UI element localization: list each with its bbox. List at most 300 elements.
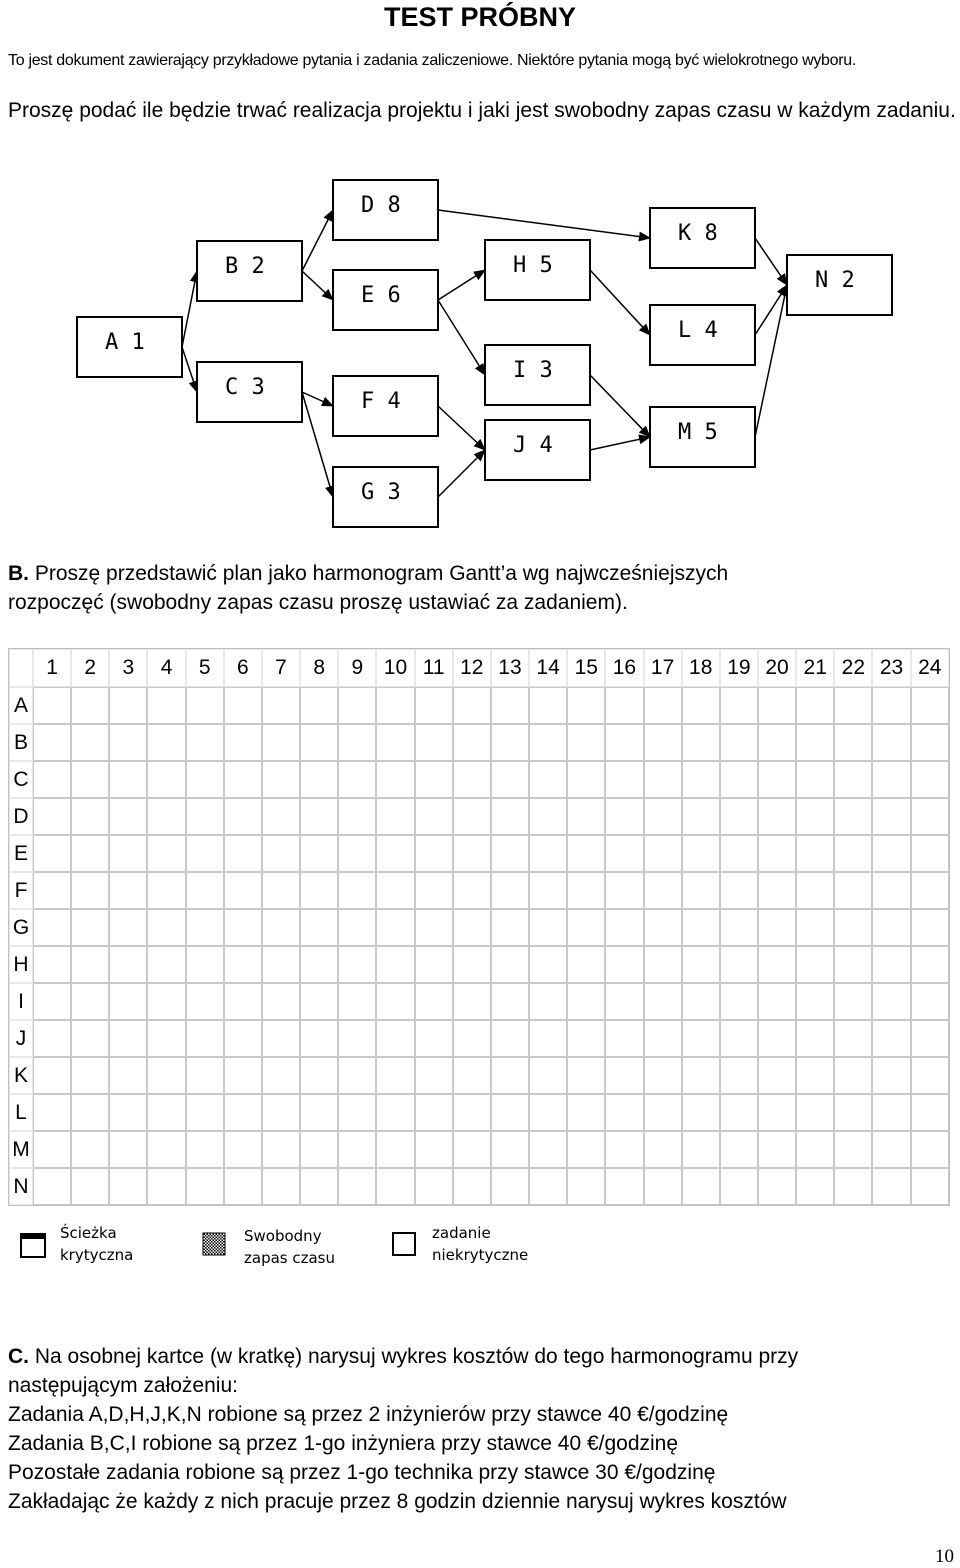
gantt-cell	[224, 835, 262, 872]
gantt-cell	[300, 1057, 338, 1094]
gantt-cell	[567, 687, 605, 724]
gantt-cell	[300, 1168, 338, 1205]
legend-label-line1: Swobodny	[244, 1227, 322, 1245]
gantt-cell	[644, 761, 682, 798]
gantt-cell	[33, 798, 71, 835]
gantt-cell	[567, 983, 605, 1020]
gantt-cell	[415, 724, 453, 761]
gantt-cell	[33, 946, 71, 983]
gantt-cell	[491, 724, 529, 761]
gantt-cell	[644, 1168, 682, 1205]
arrow-m-n	[755, 285, 787, 437]
gantt-cell	[186, 835, 224, 872]
gantt-cell	[720, 1020, 758, 1057]
gantt-column-header: 13	[491, 649, 529, 687]
arrow-c-f	[302, 392, 333, 406]
gantt-cell	[147, 687, 185, 724]
gantt-row-label: J	[9, 1020, 33, 1057]
gantt-cell	[71, 1131, 109, 1168]
gantt-cell	[720, 872, 758, 909]
gantt-cell	[529, 687, 567, 724]
gantt-cell	[605, 835, 643, 872]
gantt-cell	[376, 909, 414, 946]
gantt-cell	[415, 1057, 453, 1094]
gantt-cell	[682, 1094, 720, 1131]
gantt-cell	[491, 1057, 529, 1094]
task-node-label: A 1	[105, 330, 145, 355]
gantt-cell	[33, 1131, 71, 1168]
gantt-cell	[453, 1131, 491, 1168]
task-node-label: H 5	[513, 253, 553, 278]
gantt-cell	[262, 1057, 300, 1094]
gantt-cell	[262, 872, 300, 909]
gantt-cell	[338, 983, 376, 1020]
gantt-cell	[186, 1020, 224, 1057]
gantt-cell	[415, 1020, 453, 1057]
gantt-cell	[491, 687, 529, 724]
gantt-cell	[682, 1020, 720, 1057]
gantt-cell	[453, 909, 491, 946]
gantt-cell	[911, 909, 949, 946]
arrow-b-d	[302, 210, 333, 271]
gantt-cell	[834, 798, 872, 835]
question-c-line2: następującym założeniu:	[8, 1374, 238, 1397]
gantt-cell	[720, 761, 758, 798]
task-node-d	[333, 180, 438, 240]
gantt-row	[9, 724, 949, 761]
gantt-cell	[644, 872, 682, 909]
gantt-cell	[262, 1094, 300, 1131]
gantt-cell	[720, 724, 758, 761]
gantt-cell	[644, 1020, 682, 1057]
gantt-cell	[834, 835, 872, 872]
gantt-cell	[376, 687, 414, 724]
question-c-text	[8, 1342, 958, 1516]
gantt-column-header: 12	[453, 649, 491, 687]
gantt-cell	[109, 1057, 147, 1094]
task-node-e	[333, 270, 438, 330]
task-node-label: N 2	[815, 268, 855, 293]
gantt-cell	[911, 1020, 949, 1057]
gantt-column-header: 20	[758, 649, 796, 687]
question-c-line1: Na osobnej kartce (w kratkę) narysuj wykres kosztów do tego harmonogramu przy	[34, 1345, 799, 1368]
gantt-cell	[796, 1168, 834, 1205]
gantt-cell	[644, 1094, 682, 1131]
arrow-g-j	[438, 450, 485, 497]
arrow-d-k	[438, 210, 650, 238]
gantt-row-label: L	[9, 1094, 33, 1131]
gantt-cell	[491, 983, 529, 1020]
gantt-cell	[682, 872, 720, 909]
gantt-cell	[911, 835, 949, 872]
gantt-cell	[911, 983, 949, 1020]
task-node-label: J 4	[513, 433, 553, 458]
gantt-cell	[453, 761, 491, 798]
gantt-cell	[834, 1168, 872, 1205]
gantt-cell	[453, 798, 491, 835]
gantt-cell	[186, 798, 224, 835]
gantt-row-label: I	[9, 983, 33, 1020]
gantt-cell	[300, 798, 338, 835]
network-diagram	[0, 170, 960, 535]
gantt-cell	[796, 1094, 834, 1131]
gantt-cell	[300, 724, 338, 761]
gantt-cell	[453, 835, 491, 872]
gantt-cell	[605, 909, 643, 946]
gantt-cell	[33, 724, 71, 761]
gantt-cell	[491, 909, 529, 946]
gantt-cell	[796, 1020, 834, 1057]
gantt-cell	[796, 835, 834, 872]
gantt-row	[9, 983, 949, 1020]
gantt-row-label: F	[9, 872, 33, 909]
gantt-cell	[605, 724, 643, 761]
gantt-cell	[567, 909, 605, 946]
gantt-cell	[834, 687, 872, 724]
gantt-cell	[109, 1131, 147, 1168]
gantt-cell	[262, 909, 300, 946]
gantt-cell	[872, 872, 910, 909]
gantt-cell	[338, 724, 376, 761]
task-node-a	[77, 317, 182, 377]
gantt-cell	[605, 1094, 643, 1131]
gantt-cell	[605, 1057, 643, 1094]
gantt-cell	[71, 835, 109, 872]
task-node-f	[333, 376, 438, 436]
gantt-cell	[453, 1020, 491, 1057]
gantt-column-header: 19	[720, 649, 758, 687]
gantt-cell	[147, 872, 185, 909]
gantt-cell	[300, 835, 338, 872]
gantt-column-header: 11	[415, 649, 453, 687]
gantt-cell	[567, 1131, 605, 1168]
gantt-column-header: 8	[300, 649, 338, 687]
gantt-cell	[720, 687, 758, 724]
gantt-cell	[605, 983, 643, 1020]
gantt-column-header: 9	[338, 649, 376, 687]
gantt-row	[9, 909, 949, 946]
page-number: 10	[935, 1546, 954, 1567]
gantt-cell	[911, 687, 949, 724]
task-node-label: I 3	[513, 358, 553, 383]
gantt-cell	[33, 1057, 71, 1094]
gantt-row	[9, 1131, 949, 1168]
gantt-cell	[605, 1131, 643, 1168]
arrow-j-m	[590, 437, 650, 450]
gantt-cell	[262, 798, 300, 835]
gantt-column-header: 1	[33, 649, 71, 687]
gantt-cell	[911, 1057, 949, 1094]
gantt-cell	[796, 872, 834, 909]
gantt-column-header: 6	[224, 649, 262, 687]
task-node-label: D 8	[361, 193, 401, 218]
gantt-cell	[300, 946, 338, 983]
gantt-row-label: B	[9, 724, 33, 761]
gantt-cell	[644, 983, 682, 1020]
gantt-cell	[644, 724, 682, 761]
gantt-cell	[796, 983, 834, 1020]
task-node-b	[197, 241, 302, 301]
gantt-cell	[262, 983, 300, 1020]
gantt-cell	[186, 1057, 224, 1094]
gantt-cell	[224, 761, 262, 798]
gantt-cell	[872, 1131, 910, 1168]
gantt-row-label: E	[9, 835, 33, 872]
gantt-cell	[33, 872, 71, 909]
gantt-row	[9, 1094, 949, 1131]
gantt-cell	[376, 872, 414, 909]
gantt-cell	[491, 1020, 529, 1057]
gantt-cell	[71, 724, 109, 761]
gantt-cell	[415, 872, 453, 909]
gantt-row	[9, 1168, 949, 1205]
gantt-cell	[300, 909, 338, 946]
gantt-cell	[186, 1168, 224, 1205]
gantt-cell	[758, 724, 796, 761]
gantt-cell	[491, 1168, 529, 1205]
gantt-cell	[529, 983, 567, 1020]
gantt-cell	[720, 1131, 758, 1168]
gantt-corner-cell	[9, 649, 33, 687]
gantt-cell	[300, 761, 338, 798]
gantt-cell	[71, 872, 109, 909]
gantt-cell	[109, 872, 147, 909]
gantt-cell	[147, 1057, 185, 1094]
gantt-cell	[147, 1131, 185, 1168]
gantt-row	[9, 687, 949, 724]
gantt-cell	[109, 1094, 147, 1131]
gantt-cell	[147, 798, 185, 835]
gantt-cell	[109, 946, 147, 983]
gantt-cell	[682, 1168, 720, 1205]
gantt-cell	[644, 1057, 682, 1094]
gantt-cell	[758, 872, 796, 909]
gantt-cell	[109, 1168, 147, 1205]
gantt-cell	[109, 724, 147, 761]
question-c-line5: Pozostałe zadania robione są przez 1-go technika przy stawce 30 €/godzinę	[8, 1461, 716, 1484]
gantt-cell	[147, 909, 185, 946]
gantt-cell	[682, 1057, 720, 1094]
gantt-column-header: 16	[605, 649, 643, 687]
gantt-cell	[529, 1020, 567, 1057]
gantt-cell	[605, 687, 643, 724]
gantt-cell	[186, 946, 224, 983]
gantt-cell	[71, 1168, 109, 1205]
gantt-cell	[644, 687, 682, 724]
gantt-cell	[834, 1020, 872, 1057]
gantt-cell	[338, 946, 376, 983]
gantt-cell	[224, 983, 262, 1020]
gantt-cell	[71, 909, 109, 946]
gantt-cell	[491, 872, 529, 909]
gantt-column-header: 21	[796, 649, 834, 687]
gantt-cell	[758, 1057, 796, 1094]
gantt-cell	[147, 946, 185, 983]
gantt-cell	[529, 1094, 567, 1131]
gantt-cell	[186, 1131, 224, 1168]
gantt-cell	[758, 835, 796, 872]
task-node-k	[650, 208, 755, 268]
gantt-cell	[567, 946, 605, 983]
gantt-cell	[834, 983, 872, 1020]
gantt-column-header: 24	[911, 649, 949, 687]
gantt-row-label: C	[9, 761, 33, 798]
gantt-cell	[186, 724, 224, 761]
gantt-cell	[376, 761, 414, 798]
gantt-cell	[186, 909, 224, 946]
arrow-h-l	[590, 270, 650, 335]
arrow-a-b	[182, 271, 197, 347]
gantt-cell	[147, 835, 185, 872]
gantt-cell	[567, 872, 605, 909]
gantt-cell	[491, 798, 529, 835]
gantt-cell	[338, 798, 376, 835]
gantt-cell	[262, 946, 300, 983]
arrow-e-i	[438, 300, 485, 375]
task-node-label: B 2	[225, 254, 265, 279]
gantt-row-label: K	[9, 1057, 33, 1094]
gantt-cell	[758, 983, 796, 1020]
gantt-row	[9, 872, 949, 909]
gantt-cell	[224, 798, 262, 835]
gantt-cell	[338, 1131, 376, 1168]
question-c-line4: Zadania B,C,I robione są przez 1-go inżyniera przy stawce 40 €/godzinę	[8, 1432, 679, 1455]
arrow-a-c	[182, 347, 197, 392]
gantt-cell	[453, 1168, 491, 1205]
gantt-cell	[872, 1168, 910, 1205]
gantt-cell	[911, 1131, 949, 1168]
gantt-cell	[644, 798, 682, 835]
gantt-cell	[720, 1094, 758, 1131]
question-b-line1: Proszę przedstawić plan jako harmonogram Gantt’a wg najwcześniejszych	[34, 562, 729, 585]
gantt-column-header: 22	[834, 649, 872, 687]
gantt-cell	[605, 872, 643, 909]
gantt-cell	[338, 687, 376, 724]
gantt-cell	[872, 909, 910, 946]
gantt-cell	[453, 983, 491, 1020]
gantt-cell	[529, 1168, 567, 1205]
gantt-cell	[491, 835, 529, 872]
gantt-cell	[644, 909, 682, 946]
arrow-i-m	[590, 375, 650, 437]
gantt-cell	[376, 983, 414, 1020]
gantt-cell	[796, 1057, 834, 1094]
gantt-cell	[644, 946, 682, 983]
gantt-cell	[529, 761, 567, 798]
gantt-cell	[834, 1057, 872, 1094]
question-b-line2: rozpoczęć (swobodny zapas czasu proszę ustawiać za zadaniem).	[8, 591, 628, 614]
gantt-cell	[720, 835, 758, 872]
gantt-cell	[415, 835, 453, 872]
gantt-row	[9, 946, 949, 983]
gantt-cell	[682, 761, 720, 798]
task-node-l	[650, 305, 755, 365]
gantt-cell	[71, 1020, 109, 1057]
gantt-cell	[796, 761, 834, 798]
task-node-g	[333, 467, 438, 527]
gantt-cell	[872, 724, 910, 761]
gantt-cell	[186, 983, 224, 1020]
gantt-cell	[262, 687, 300, 724]
gantt-cell	[605, 761, 643, 798]
gantt-cell	[567, 724, 605, 761]
gantt-cell	[453, 687, 491, 724]
non-critical-task-icon	[392, 1232, 418, 1258]
legend-label-line1: zadanie	[432, 1224, 491, 1242]
gantt-cell	[147, 724, 185, 761]
gantt-cell	[644, 1131, 682, 1168]
gantt-cell	[758, 761, 796, 798]
gantt-cell	[415, 687, 453, 724]
gantt-cell	[33, 1094, 71, 1131]
gantt-cell	[33, 687, 71, 724]
gantt-cell	[453, 1057, 491, 1094]
gantt-cell	[911, 1094, 949, 1131]
gantt-cell	[682, 798, 720, 835]
gantt-cell	[224, 1131, 262, 1168]
gantt-cell	[834, 909, 872, 946]
gantt-cell	[33, 761, 71, 798]
gantt-column-header: 23	[872, 649, 910, 687]
gantt-cell	[682, 835, 720, 872]
gantt-row	[9, 835, 949, 872]
gantt-cell	[33, 909, 71, 946]
gantt-cell	[224, 946, 262, 983]
gantt-cell	[796, 687, 834, 724]
gantt-cell	[33, 835, 71, 872]
gantt-cell	[834, 1131, 872, 1168]
gantt-cell	[376, 1131, 414, 1168]
gantt-row-label: N	[9, 1168, 33, 1205]
gantt-cell	[834, 872, 872, 909]
gantt-row-label: G	[9, 909, 33, 946]
gantt-cell	[453, 1094, 491, 1131]
task-node-label: G 3	[361, 480, 401, 505]
gantt-cell	[33, 1020, 71, 1057]
gantt-cell	[224, 1020, 262, 1057]
gantt-cell	[71, 983, 109, 1020]
arrow-f-j	[438, 406, 485, 450]
gantt-cell	[834, 724, 872, 761]
gantt-cell	[186, 687, 224, 724]
gantt-cell	[911, 724, 949, 761]
gantt-cell	[186, 872, 224, 909]
gantt-cell	[453, 946, 491, 983]
gantt-cell	[911, 1168, 949, 1205]
gantt-row-label: M	[9, 1131, 33, 1168]
task-node-label: C 3	[225, 375, 265, 400]
gantt-cell	[720, 1057, 758, 1094]
question-c-line3: Zadania A,D,H,J,K,N robione są przez 2 inżynierów przy stawce 40 €/godzinę	[8, 1403, 729, 1426]
gantt-cell	[796, 798, 834, 835]
gantt-cell	[834, 761, 872, 798]
gantt-cell	[682, 724, 720, 761]
gantt-cell	[415, 761, 453, 798]
gantt-cell	[109, 798, 147, 835]
gantt-cell	[758, 1094, 796, 1131]
question-c-marker: C.	[8, 1345, 29, 1368]
gantt-row-label: H	[9, 946, 33, 983]
gantt-cell	[605, 1020, 643, 1057]
gantt-cell	[224, 1094, 262, 1131]
legend-label-line2: niekrytyczne	[432, 1246, 529, 1264]
gantt-cell	[529, 909, 567, 946]
arrow-c-g	[302, 392, 333, 497]
gantt-cell	[529, 724, 567, 761]
gantt-cell	[338, 1020, 376, 1057]
gantt-cell	[567, 761, 605, 798]
gantt-cell	[720, 1168, 758, 1205]
